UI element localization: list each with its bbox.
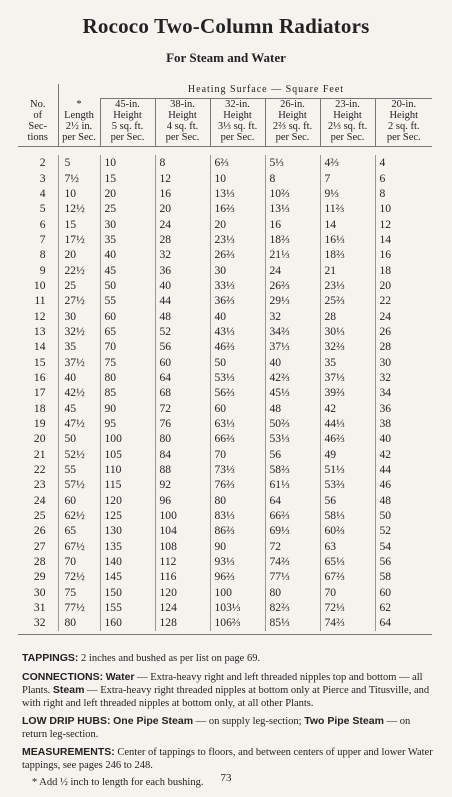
table-cell: 135	[100, 539, 155, 554]
table-cell: 58⅔	[265, 462, 320, 477]
table-cell: 40	[58, 370, 100, 385]
table-cell: 16⅔	[210, 201, 265, 216]
table-cell: 29⅓	[265, 293, 320, 308]
table-row	[18, 247, 432, 262]
table-cell: 47½	[58, 416, 100, 431]
table-cell: 100	[155, 508, 210, 523]
table-cell: 88	[155, 462, 210, 477]
table-cell: 8	[39, 248, 46, 262]
table-cell: 10	[210, 170, 265, 185]
table-cell: 26⅔	[210, 247, 265, 262]
table-cell: 13	[33, 324, 46, 338]
table-cell: 77⅓	[265, 569, 320, 584]
table-cell: 37½	[58, 354, 100, 369]
table-cell: 51⅓	[320, 462, 375, 477]
table-row	[18, 431, 432, 446]
table-cell: 10⅔	[265, 186, 320, 201]
table-cell: 8	[375, 186, 432, 201]
table-cell: 20	[100, 186, 155, 201]
table-cell: 25	[100, 201, 155, 216]
table-row	[18, 493, 432, 508]
table-cell: 42⅔	[265, 370, 320, 385]
table-cell: 72	[265, 539, 320, 554]
table-cell: 22	[375, 293, 432, 308]
table-cell: 83⅓	[210, 508, 265, 523]
col-header-length: * Length 2½ in. per Sec.	[58, 84, 100, 147]
table-cell: 14	[320, 216, 375, 231]
table-cell: 116	[155, 569, 210, 584]
table-cell: 31	[33, 601, 46, 615]
table-cell: 24	[265, 262, 320, 277]
table-cell: 70	[320, 585, 375, 600]
table-cell: 33⅓	[210, 278, 265, 293]
table-cell: 27½	[58, 293, 100, 308]
table-cell: 25	[58, 278, 100, 293]
table-cell: 16	[155, 186, 210, 201]
table-cell: 120	[100, 493, 155, 508]
table-cell: 30⅓	[320, 324, 375, 339]
table-cell: 85⅓	[265, 615, 320, 630]
table-cell: 50⅔	[265, 416, 320, 431]
table-cell: 86⅔	[210, 523, 265, 538]
table-cell: 74⅔	[265, 554, 320, 569]
table-cell: 5	[58, 155, 100, 170]
table-cell: 12	[33, 309, 46, 323]
table-cell: 60	[58, 493, 100, 508]
table-cell: 32	[375, 370, 432, 385]
table-cell: 2	[39, 156, 46, 170]
table-cell: 18	[33, 401, 46, 415]
table-cell: 30	[210, 262, 265, 277]
table-cell: 20	[58, 247, 100, 262]
table-cell: 65	[100, 324, 155, 339]
tappings-note: TAPPINGS: 2 inches and bushed as per list on page 69.	[22, 652, 261, 664]
table-cell: 145	[100, 569, 155, 584]
table-cell: 12	[375, 216, 432, 231]
table-cell: 20	[33, 432, 46, 446]
table-cell: 120	[155, 585, 210, 600]
table-cell: 64	[155, 370, 210, 385]
table-cell: 15	[58, 216, 100, 231]
table-cell: 23⅓	[210, 232, 265, 247]
table-cell: 73⅓	[210, 462, 265, 477]
table-cell: 40	[375, 431, 432, 446]
table-cell: 21	[320, 262, 375, 277]
table-cell: 106⅔	[210, 615, 265, 630]
table-cell: 46	[375, 477, 432, 492]
table-cell: 36	[375, 401, 432, 416]
table-cell: 26	[375, 324, 432, 339]
table-cell: 29	[33, 570, 46, 584]
table-cell: 4⅔	[320, 155, 375, 170]
table-cell: 43⅓	[210, 324, 265, 339]
table-cell: 16⅓	[320, 232, 375, 247]
table-cell: 4	[375, 155, 432, 170]
table-cell: 68	[155, 385, 210, 400]
table-cell: 18⅔	[265, 232, 320, 247]
col-header-height-4: 23-in. Height 2⅓ sq. ft. per Sec.	[320, 99, 375, 147]
table-cell: 32	[155, 247, 210, 262]
table-cell: 115	[100, 477, 155, 492]
table-cell: 7	[320, 170, 375, 185]
table-cell: 9⅓	[320, 186, 375, 201]
table-cell: 70	[210, 447, 265, 462]
table-cell: 58⅓	[320, 508, 375, 523]
table-row	[18, 308, 432, 323]
table-cell: 7½	[58, 170, 100, 185]
table-cell: 63⅓	[210, 416, 265, 431]
table-cell: 35	[320, 354, 375, 369]
table-cell: 45⅓	[265, 385, 320, 400]
table-cell: 60	[375, 585, 432, 600]
table-cell: 26	[33, 524, 46, 538]
table-row	[18, 324, 432, 339]
table-cell: 50	[58, 431, 100, 446]
table-cell: 42½	[58, 385, 100, 400]
table-cell: 160	[100, 615, 155, 630]
table-cell: 63	[320, 539, 375, 554]
table-cell: 125	[100, 508, 155, 523]
table-row	[18, 278, 432, 293]
table-cell: 40	[210, 308, 265, 323]
table-cell: 50	[375, 508, 432, 523]
table-cell: 40	[155, 278, 210, 293]
table-cell: 105	[100, 447, 155, 462]
table-cell: 34	[375, 385, 432, 400]
table-cell: 16	[33, 370, 46, 384]
table-cell: 40	[100, 247, 155, 262]
table-cell: 72	[155, 401, 210, 416]
table-cell: 80	[100, 370, 155, 385]
table-cell: 12	[155, 170, 210, 185]
table-cell: 22½	[58, 262, 100, 277]
table-cell: 53⅓	[210, 370, 265, 385]
table-cell: 24	[375, 308, 432, 323]
table-cell: 62½	[58, 508, 100, 523]
table-cell: 76⅔	[210, 477, 265, 492]
table-cell: 6⅔	[210, 155, 265, 170]
page-subtitle: For Steam and Water	[166, 50, 286, 65]
table-cell: 46⅔	[320, 431, 375, 446]
table-cell: 124	[155, 600, 210, 615]
table-cell: 72½	[58, 569, 100, 584]
table-cell: 32⅔	[320, 339, 375, 354]
table-cell: 76	[155, 416, 210, 431]
table-row	[18, 539, 432, 554]
table-cell: 65	[58, 523, 100, 538]
table-cell: 20	[210, 216, 265, 231]
table-cell: 28	[33, 555, 46, 569]
table-row	[18, 170, 432, 185]
table-cell: 82⅔	[265, 600, 320, 615]
table-row	[18, 155, 432, 170]
table-cell: 85	[100, 385, 155, 400]
table-cell: 52	[375, 523, 432, 538]
table-cell: 18	[375, 262, 432, 277]
table-cell: 69⅓	[265, 523, 320, 538]
table-cell: 48	[155, 308, 210, 323]
table-cell: 74⅔	[320, 615, 375, 630]
table-cell: 13⅓	[265, 201, 320, 216]
table-cell: 48	[265, 401, 320, 416]
table-cell: 64	[375, 615, 432, 630]
table-cell: 66⅔	[210, 431, 265, 446]
table-cell: 27	[33, 539, 46, 553]
table-cell: 75	[58, 585, 100, 600]
table-cell: 56	[265, 447, 320, 462]
table-cell: 65⅓	[320, 554, 375, 569]
table-cell: 90	[210, 539, 265, 554]
table-cell: 104	[155, 523, 210, 538]
table-cell: 55	[100, 293, 155, 308]
table-cell: 23⅓	[320, 278, 375, 293]
table-cell: 70	[100, 339, 155, 354]
table-cell: 155	[100, 600, 155, 615]
table-cell: 11	[34, 294, 46, 308]
table-cell: 62	[375, 600, 432, 615]
table-cell: 48	[375, 493, 432, 508]
table-cell: 44	[375, 462, 432, 477]
table-cell: 80	[58, 615, 100, 630]
table-cell: 17	[33, 386, 46, 400]
table-row	[18, 385, 432, 400]
table-row	[18, 462, 432, 477]
table-cell: 56⅔	[210, 385, 265, 400]
table-cell: 54	[375, 539, 432, 554]
table-row	[18, 416, 432, 431]
table-cell: 112	[155, 554, 210, 569]
table-cell: 108	[155, 539, 210, 554]
table-cell: 28	[375, 339, 432, 354]
table-cell: 6	[39, 217, 46, 231]
table-cell: 30	[58, 308, 100, 323]
table-cell: 39⅔	[320, 385, 375, 400]
table-cell: 84	[155, 447, 210, 462]
table-row	[18, 569, 432, 584]
table-cell: 10	[33, 278, 46, 292]
table-cell: 96⅔	[210, 569, 265, 584]
table-cell: 44⅓	[320, 416, 375, 431]
connections-note: CONNECTIONS: Water — Extra-heavy right and left threaded nipples top and bottom — all Plants. Steam — Extra-heavy right threaded nipples at bottom only at Pierce and Titusville, and with right and left threaded nipples at bottom only, at all other Plants.	[22, 670, 430, 709]
table-cell: 45	[58, 401, 100, 416]
table-cell: 20	[155, 201, 210, 216]
table-cell: 30	[100, 216, 155, 231]
table-cell: 57½	[58, 477, 100, 492]
table-cell: 60	[100, 308, 155, 323]
table-cell: 61⅓	[265, 477, 320, 492]
table-cell: 53⅔	[320, 477, 375, 492]
table-row	[18, 293, 432, 308]
measurements-note: MEASUREMENTS: Center of tappings to floors, and between centers of upper and lower Water tappings, see pages 246 to 248.	[22, 746, 433, 771]
table-row	[18, 401, 432, 416]
table-cell: 80	[155, 431, 210, 446]
table-cell: 46⅔	[210, 339, 265, 354]
heating-surface-header: Heating Surface — Square Feet	[187, 84, 345, 95]
table-cell: 28	[320, 308, 375, 323]
table-cell: 22	[33, 463, 46, 477]
table-cell: 72⅓	[320, 600, 375, 615]
table-row	[18, 508, 432, 523]
table-cell: 10	[100, 155, 155, 170]
table-cell: 25	[33, 509, 46, 523]
table-row	[18, 186, 432, 201]
table-cell: 60	[210, 401, 265, 416]
table-cell: 52½	[58, 447, 100, 462]
table-cell: 45	[100, 262, 155, 277]
table-cell: 150	[100, 585, 155, 600]
table-cell: 67½	[58, 539, 100, 554]
table-cell: 40	[265, 354, 320, 369]
table-row	[18, 201, 432, 216]
table-cell: 10	[375, 201, 432, 216]
table-cell: 60	[155, 354, 210, 369]
table-cell: 95	[100, 416, 155, 431]
table-cell: 56	[155, 339, 210, 354]
table-cell: 80	[210, 493, 265, 508]
table-cell: 11⅔	[320, 201, 375, 216]
table-row	[18, 370, 432, 385]
table-cell: 19	[33, 417, 46, 431]
table-cell: 44	[155, 293, 210, 308]
table-row	[18, 232, 432, 247]
table-cell: 130	[100, 523, 155, 538]
table-cell: 13⅓	[210, 186, 265, 201]
table-cell: 4	[39, 186, 46, 200]
table-cell: 77½	[58, 600, 100, 615]
table-cell: 18⅔	[320, 247, 375, 262]
table-cell: 35	[58, 339, 100, 354]
table-cell: 37⅓	[320, 370, 375, 385]
table-cell: 140	[100, 554, 155, 569]
table-row	[18, 339, 432, 354]
table-cell: 17½	[58, 232, 100, 247]
table-cell: 128	[155, 615, 210, 630]
table-cell: 103⅓	[210, 600, 265, 615]
table-cell: 3	[39, 171, 46, 185]
table-cell: 96	[155, 493, 210, 508]
table-cell: 32	[33, 616, 46, 630]
table-cell: 15	[33, 355, 46, 369]
table-cell: 56	[320, 493, 375, 508]
table-cell: 53⅓	[265, 431, 320, 446]
table-cell: 80	[265, 585, 320, 600]
table-row	[18, 615, 432, 630]
table-cell: 56	[375, 554, 432, 569]
table-cell: 20	[375, 278, 432, 293]
col-header-sections: No. of Sec- tions	[27, 99, 48, 143]
table-cell: 15	[100, 170, 155, 185]
table-cell: 100	[100, 431, 155, 446]
table-cell: 5⅓	[265, 155, 320, 170]
low-drip-note: LOW DRIP HUBS: One Pipe Steam — on supply leg-section; Two Pipe Steam — on return leg-section.	[22, 715, 411, 740]
radiator-table	[18, 84, 432, 635]
table-cell: 16	[375, 247, 432, 262]
table-cell: 7	[39, 232, 46, 246]
table-cell: 110	[100, 462, 155, 477]
table-cell: 50	[210, 354, 265, 369]
table-cell: 50	[100, 278, 155, 293]
table-cell: 21	[33, 447, 46, 461]
table-row	[18, 216, 432, 231]
table-cell: 67⅔	[320, 569, 375, 584]
table-cell: 24	[155, 216, 210, 231]
table-cell: 38	[375, 416, 432, 431]
table-cell: 26⅔	[265, 278, 320, 293]
table-cell: 36	[155, 262, 210, 277]
table-cell: 10	[58, 186, 100, 201]
table-cell: 28	[155, 232, 210, 247]
table-cell: 16	[265, 216, 320, 231]
table-cell: 12½	[58, 201, 100, 216]
table-cell: 100	[210, 585, 265, 600]
table-cell: 64	[265, 493, 320, 508]
table-cell: 36⅔	[210, 293, 265, 308]
table-row	[18, 262, 432, 277]
table-cell: 32½	[58, 324, 100, 339]
table-cell: 30	[375, 354, 432, 369]
table-cell: 21⅓	[265, 247, 320, 262]
footnote: * Add ½ inch to length for each bushing.	[32, 777, 204, 788]
table-row	[18, 554, 432, 569]
table-cell: 70	[58, 554, 100, 569]
table-row	[18, 477, 432, 492]
col-header-height-1: 38-in. Height 4 sq. ft. per Sec.	[155, 99, 210, 147]
table-cell: 37⅓	[265, 339, 320, 354]
table-cell: 34⅔	[265, 324, 320, 339]
table-cell: 42	[320, 401, 375, 416]
table-cell: 75	[100, 354, 155, 369]
table-cell: 25⅔	[320, 293, 375, 308]
table-cell: 90	[100, 401, 155, 416]
table-cell: 30	[33, 585, 46, 599]
table-cell: 42	[375, 447, 432, 462]
table-cell: 58	[375, 569, 432, 584]
table-cell: 6	[375, 170, 432, 185]
table-cell: 93⅓	[210, 554, 265, 569]
table-row	[18, 585, 432, 600]
table-cell: 35	[100, 232, 155, 247]
table-cell: 8	[155, 155, 210, 170]
table-cell: 32	[265, 308, 320, 323]
table-row	[18, 447, 432, 462]
page-number: 73	[220, 772, 232, 784]
table-cell: 9	[39, 263, 46, 277]
col-header-height-2: 32-in. Height 3⅓ sq. ft. per Sec.	[210, 99, 265, 147]
table-cell: 5	[39, 202, 46, 216]
page-title: Rococo Two-Column Radiators	[82, 14, 370, 38]
table-cell: 52	[155, 324, 210, 339]
table-cell: 14	[375, 232, 432, 247]
table-cell: 49	[320, 447, 375, 462]
table-cell: 24	[33, 493, 46, 507]
table-row	[18, 523, 432, 538]
table-cell: 92	[155, 477, 210, 492]
table-row	[18, 600, 432, 615]
table-cell: 60⅔	[320, 523, 375, 538]
col-header-height-3: 26-in. Height 2⅔ sq. ft. per Sec.	[265, 99, 320, 147]
table-row	[18, 354, 432, 369]
table-cell: 8	[265, 170, 320, 185]
table-cell: 14	[33, 340, 46, 354]
table-cell: 55	[58, 462, 100, 477]
col-header-height-0: 45-in. Height 5 sq. ft. per Sec.	[100, 99, 155, 147]
table-cell: 66⅔	[265, 508, 320, 523]
table-cell: 23	[33, 478, 46, 492]
col-header-height-5: 20-in. Height 2 sq. ft. per Sec.	[375, 99, 432, 147]
